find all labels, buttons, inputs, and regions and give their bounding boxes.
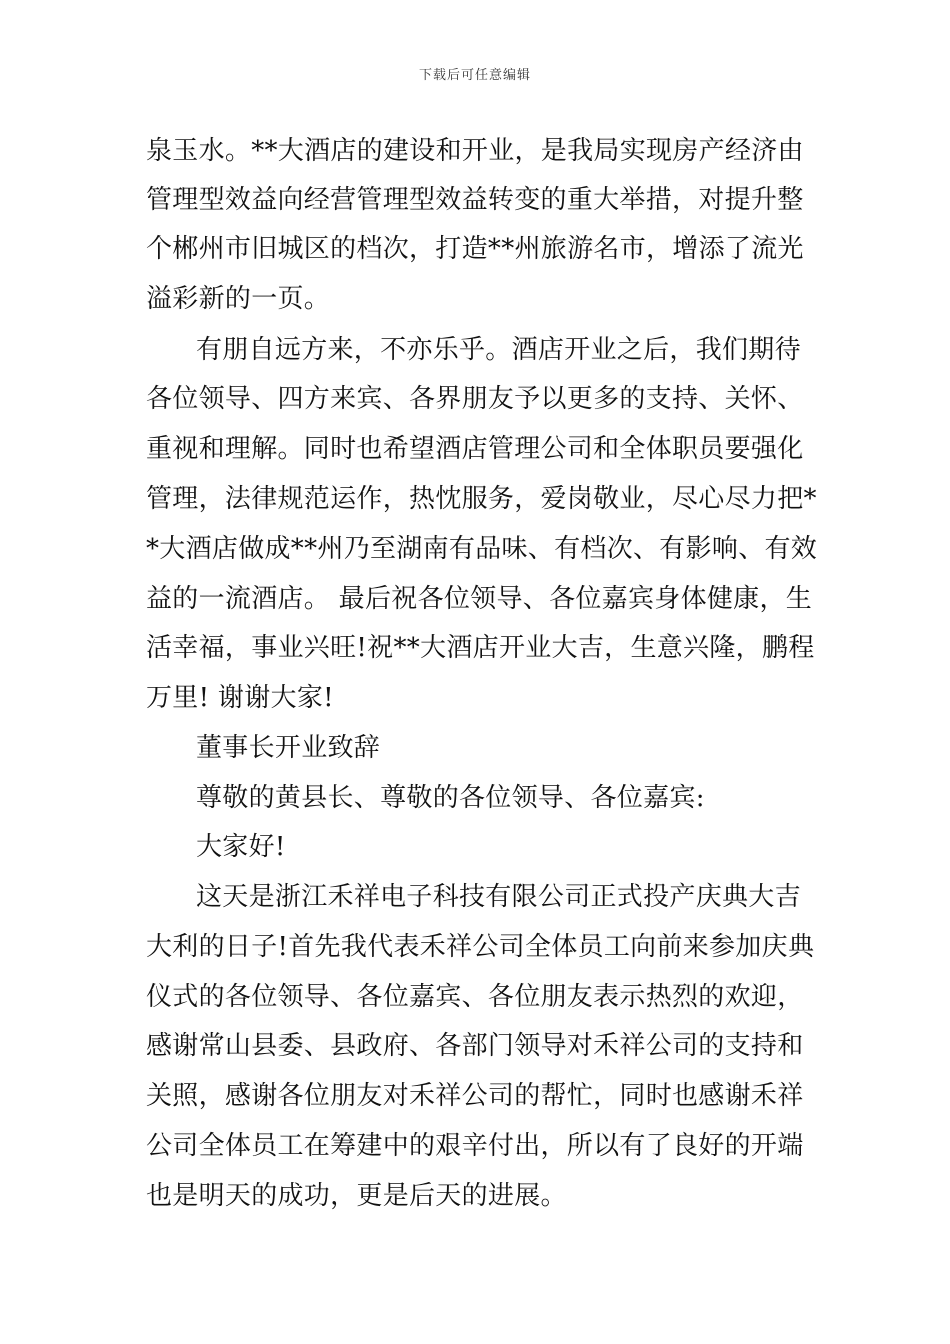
text-line: 万里! 谢谢大家! bbox=[146, 683, 334, 713]
salutation: 尊敬的黄县长、尊敬的各位领导、各位嘉宾: bbox=[196, 783, 705, 813]
text-line: 也是明天的成功，更是后天的进展。 bbox=[146, 1181, 567, 1211]
text-line: 关照，感谢各位朋友对禾祥公司的帮忙，同时也感谢禾祥 bbox=[146, 1081, 804, 1111]
text-line: 各位领导、四方来宾、各界朋友予以更多的支持、关怀、 bbox=[146, 384, 804, 414]
text-line: 泉玉水。**大酒店的建设和开业，是我局实现房产经济由 bbox=[146, 136, 804, 166]
text-line: 益的一流酒店。 最后祝各位领导、各位嘉宾身体健康，生 bbox=[146, 584, 813, 614]
text-line: *大酒店做成**州乃至湖南有品味、有档次、有影响、有效 bbox=[146, 534, 818, 564]
text-line: 重视和理解。同时也希望酒店管理公司和全体职员要强化 bbox=[146, 434, 804, 464]
greeting: 大家好! bbox=[196, 832, 286, 862]
text-line: 仪式的各位领导、各位嘉宾、各位朋友表示热烈的欢迎， bbox=[146, 982, 804, 1012]
text-line: 这天是浙江禾祥电子科技有限公司正式投产庆典大吉 bbox=[196, 882, 801, 912]
text-line: 活幸福，事业兴旺!祝**大酒店开业大吉，生意兴隆，鹏程 bbox=[146, 633, 815, 663]
text-line: 溢彩新的一页。 bbox=[146, 284, 331, 314]
text-line: 管理，法律规范运作，热忱服务，爱岗敬业，尽心尽力把* bbox=[146, 484, 817, 514]
text-line: 个郴州市旧城区的档次，打造**州旅游名市，增添了流光 bbox=[146, 234, 804, 264]
text-line: 公司全体员工在筹建中的艰辛付出，所以有了良好的开端 bbox=[146, 1131, 804, 1161]
page-header: 下载后可任意编辑 bbox=[418, 68, 531, 83]
section-heading: 董事长开业致辞 bbox=[196, 733, 381, 763]
text-line: 管理型效益向经营管理型效益转变的重大举措，对提升整 bbox=[146, 185, 804, 215]
text-line: 有朋自远方来，不亦乐乎。酒店开业之后，我们期待 bbox=[196, 335, 801, 365]
text-line: 大利的日子!首先我代表禾祥公司全体员工向前来参加庆典 bbox=[146, 932, 815, 962]
text-line: 感谢常山县委、县政府、各部门领导对禾祥公司的支持和 bbox=[146, 1031, 804, 1061]
